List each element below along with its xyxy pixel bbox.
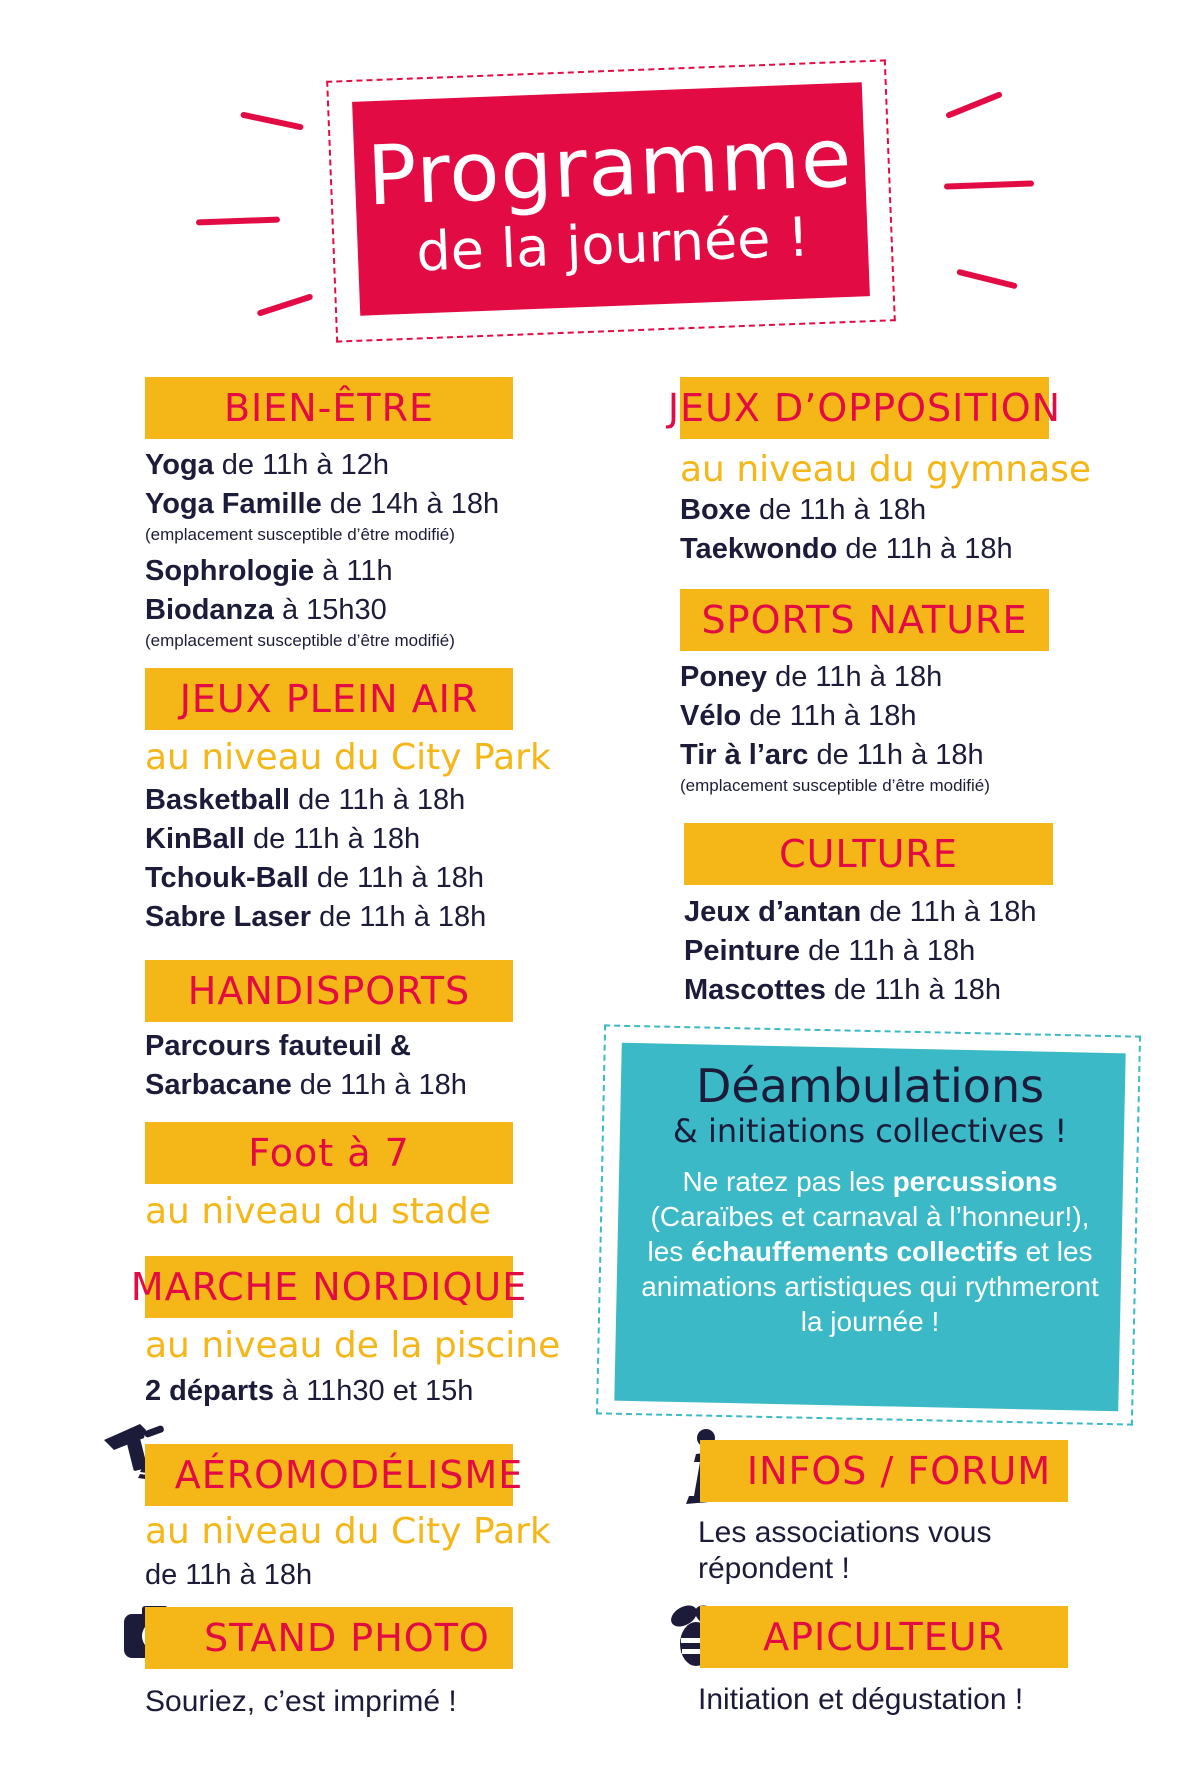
activity-name: Vélo	[680, 700, 742, 732]
location-label: au niveau du gymnase	[680, 449, 1092, 490]
activity-name: Boxe	[680, 494, 751, 526]
aeromodelisme-list	[145, 1556, 312, 1595]
activity-line	[680, 491, 1013, 530]
activity-time: de 11h à 18h	[308, 862, 485, 894]
deambulations-highlight: échauffements collectifs	[691, 1236, 1018, 1267]
activity-line	[145, 1066, 467, 1105]
activity-name: Tir à l’arc	[680, 739, 809, 771]
activity-time: de 14h à 18h	[321, 488, 500, 520]
activity-line	[680, 530, 1013, 569]
title-dash	[944, 180, 1034, 189]
deambulations-subtitle: & initiations collectives !	[672, 1112, 1068, 1150]
page-title	[352, 82, 870, 315]
activity-line	[680, 697, 990, 736]
location-label: au niveau du stade	[145, 1191, 491, 1232]
location-note: (emplacement susceptible d’être modifié)	[680, 776, 990, 795]
activity-time: de 11h à 18h	[750, 494, 927, 526]
activity-name: Sophrologie	[145, 555, 315, 587]
deambulations-text-part: Ne ratez pas les	[682, 1166, 893, 1197]
activity-line	[680, 658, 990, 697]
activity-line	[684, 971, 1037, 1010]
stand-photo-text: Souriez, c’est imprimé !	[145, 1685, 457, 1718]
activity-line	[145, 859, 486, 898]
activity-time: de 11h à 18h	[767, 661, 943, 693]
section-header-jeux-plein-air: JEUX PLEIN AIR	[145, 668, 513, 730]
location-note: (emplacement susceptible d’être modifié)	[145, 631, 455, 650]
location-label: au niveau de la piscine	[145, 1325, 561, 1366]
deambulations-text	[618, 1164, 1122, 1339]
activity-time: de 11h à 18h	[741, 700, 917, 732]
activity-name: Yoga	[145, 449, 214, 481]
deambulations-title: Déambulations	[695, 1059, 1045, 1113]
section-header-handisports: HANDISPORTS	[145, 960, 513, 1022]
activity-line	[145, 1372, 473, 1411]
activity-time: de 11h à 18h	[825, 974, 1002, 1006]
activity-time: à 11h	[314, 555, 393, 587]
activity-name: 2 départs	[145, 1375, 274, 1407]
activity-line	[145, 446, 499, 485]
title-main: Programme	[365, 110, 855, 225]
marche-list	[145, 1372, 473, 1411]
title-dash	[956, 269, 1018, 290]
deambulations-content	[618, 1060, 1122, 1339]
activity-name: Mascottes	[684, 974, 826, 1006]
activity-line	[145, 898, 486, 937]
jeux-plein-air-list	[145, 781, 486, 937]
culture-list	[684, 893, 1037, 1010]
handisports-list	[145, 1027, 467, 1105]
activity-time: de 11h à 12h	[213, 449, 389, 481]
section-header-culture: CULTURE	[684, 823, 1053, 885]
section-header-foot: Foot à 7	[145, 1122, 513, 1184]
activity-time: de 11h à 18h	[311, 901, 487, 933]
section-header-jeux-opposition: JEUX D’OPPOSITION	[680, 377, 1049, 439]
deambulations-highlight: percussions	[892, 1166, 1058, 1197]
activity-time: à 11h30 et 15h	[273, 1375, 474, 1407]
activity-name: Taekwondo	[680, 533, 838, 565]
activity-line	[145, 485, 499, 524]
deambulations-text-part: (Caraïbes et carnaval à l’honneur!), les	[647, 1201, 1090, 1267]
activity-time: de 11h à 18h	[244, 823, 421, 855]
activity-line	[145, 781, 486, 820]
activity-name: Tchouk-Ball	[145, 862, 309, 894]
deambulations-text-part: et les animations artistiques qui rythmeront la journée !	[641, 1236, 1099, 1337]
location-note: (emplacement susceptible d’être modifié)	[145, 525, 455, 544]
apiculteur-text: Initiation et dégustation !	[698, 1683, 1024, 1716]
activity-time: de 11h à 18h	[808, 739, 984, 771]
section-header-aeromodelisme: AÉROMODÉLISME	[145, 1444, 513, 1506]
activity-line	[145, 591, 499, 630]
title-dash	[256, 293, 313, 317]
activity-name: Poney	[680, 661, 768, 693]
infos-text: Les associations vous répondent !	[698, 1516, 992, 1585]
activity-line	[684, 893, 1037, 932]
section-header-stand-photo: STAND PHOTO	[145, 1607, 513, 1669]
activity-name: Yoga Famille	[145, 488, 322, 520]
activity-time: de 11h à 18h	[837, 533, 1013, 565]
section-header-apiculteur: APICULTEUR	[700, 1606, 1068, 1668]
section-header-infos-forum: INFOS / FORUM	[700, 1440, 1068, 1502]
section-header-marche-nordique: MARCHE NORDIQUE	[145, 1256, 513, 1318]
activity-name: Biodanza	[145, 594, 274, 626]
activity-time: de 11h à 18h	[145, 1559, 313, 1591]
activity-name: Jeux d’antan	[684, 896, 862, 928]
activity-line	[145, 1027, 467, 1066]
title-dash	[945, 91, 1003, 119]
activity-name: Peinture	[684, 935, 801, 967]
activity-name: Parcours fauteuil &	[145, 1030, 411, 1062]
activity-name: Basketball	[145, 784, 291, 816]
activity-time: de 11h à 18h	[861, 896, 1037, 928]
activity-line	[145, 820, 486, 859]
activity-name: Sabre Laser	[145, 901, 312, 933]
activity-time: de 11h à 18h	[800, 935, 976, 967]
activity-name: KinBall	[145, 823, 245, 855]
section-header-bien-etre: BIEN-ÊTRE	[145, 377, 513, 439]
title-dash	[196, 217, 280, 226]
activity-time: à 15h30	[273, 594, 387, 626]
activity-time: de 11h à 18h	[290, 784, 466, 816]
activity-name: Sarbacane	[145, 1069, 292, 1101]
title-sub: de la journée !	[415, 205, 811, 284]
activity-time: de 11h à 18h	[291, 1069, 467, 1101]
jeux-opposition-list	[680, 491, 1013, 569]
location-label: au niveau du City Park	[145, 737, 551, 778]
title-dash	[240, 111, 304, 130]
bien-etre-list	[145, 446, 499, 658]
activity-line	[145, 552, 499, 591]
activity-line	[680, 736, 990, 775]
section-header-sports-nature: SPORTS NATURE	[680, 589, 1049, 651]
location-label: au niveau du City Park	[145, 1511, 551, 1552]
activity-line	[684, 932, 1037, 971]
sports-nature-list	[680, 658, 990, 803]
